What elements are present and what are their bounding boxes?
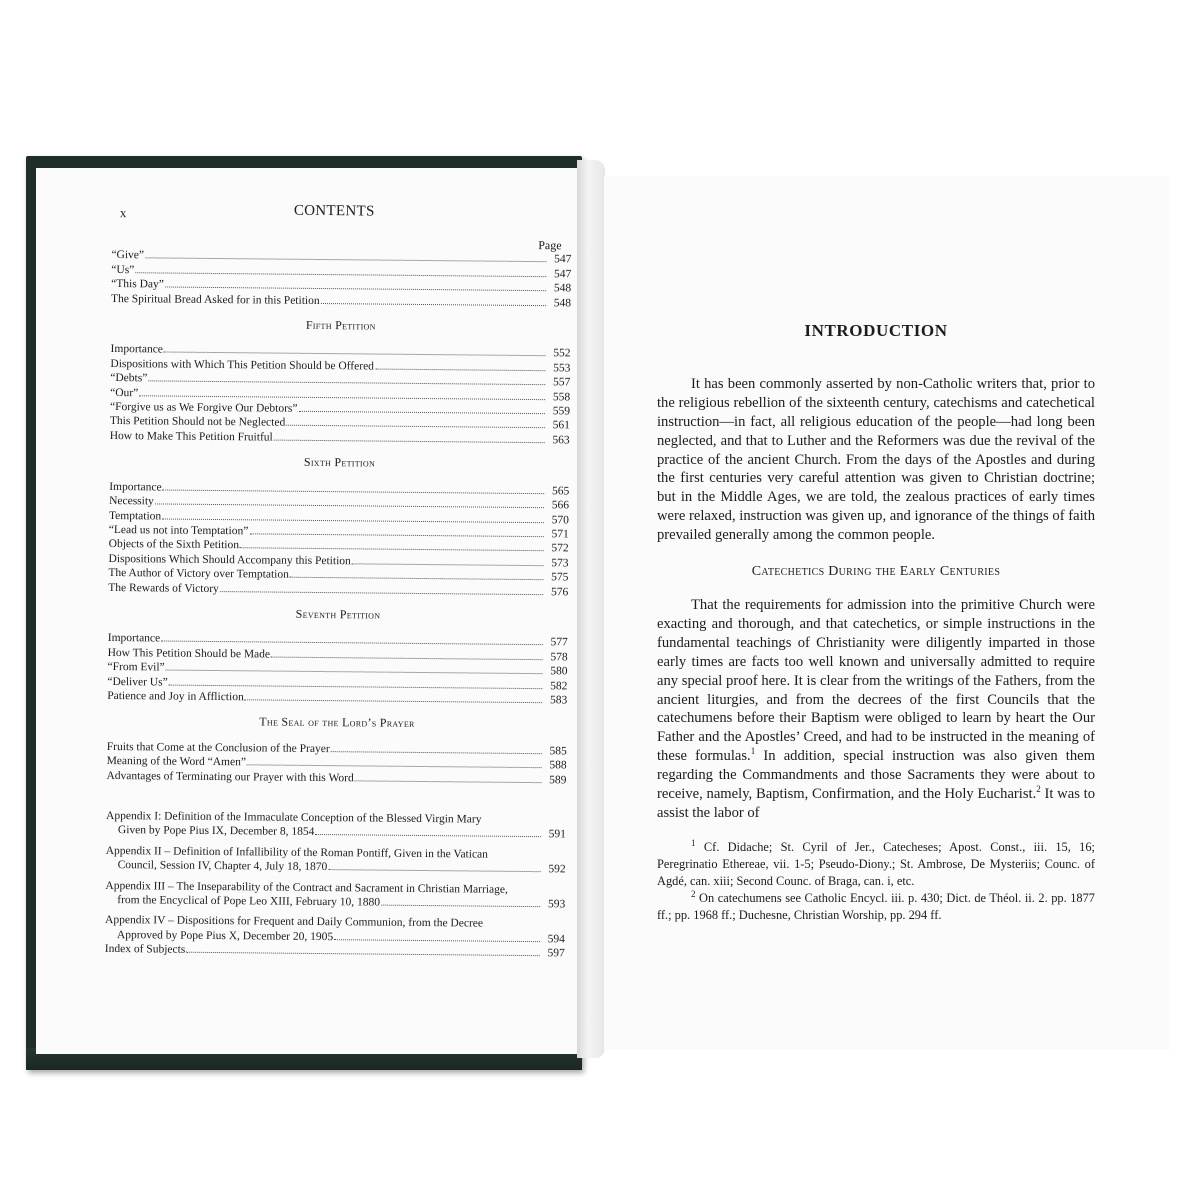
appendix-subtitle: Approved by Pope Pius X, December 20, 1905 [116,928,334,944]
dot-leader [240,539,544,552]
appendix-subtitle-row [105,893,565,912]
toc-entry-page: 594 [547,933,565,946]
dot-leader [161,632,543,646]
toc-entry-title: Objects of the Sixth Petition [108,538,240,552]
toc-entry-page: 547 [554,253,572,266]
toc-entry-title: Patience and Joy in Affliction [107,689,244,704]
appendix-subtitle-row [106,858,566,877]
toc-entry-title: Importance [107,632,161,645]
toc-entry-page: 588 [549,759,567,772]
toc-entry-title: How This Petition Should be Made [107,646,271,661]
appendix-title: Appendix II – Definition of Infallibility of the Roman Pontiff, Given in the Vatican [105,844,488,861]
toc-appendix-entry [105,879,565,912]
contents-title: CONTENTS [293,202,375,220]
toc-entry-title: Dispositions with Which This Petition Should be Offered [110,357,375,373]
toc-entry-page: 566 [551,499,570,512]
toc-entry-page: 552 [553,347,571,360]
footnote-ref-2: 2 [1036,784,1041,795]
toc-entry-page: 582 [550,679,568,692]
toc-group-fourth-petition-tail [111,248,572,310]
toc-group-sixth-petition [108,480,569,600]
footnote-1-text: Cf. Didache; St. Cyril of Jer., Catecheses; Apost. Const., iii. 15, 16; Peregrinatio Ethereae, vii. 1-5; Pseudo-Diony.; St. Ambrose, De Mysteriis; Counc. of Agdé, can. xiii; Second Counc. of Braga, can. i, etc. [657,839,1095,888]
toc-entry-page: 589 [549,773,567,786]
section-heading-fifth-petition: Fifth Petition [305,317,376,333]
toc-entry-title: “Deliver Us” [107,675,168,689]
section-heading-sixth-petition: Sixth Petition [303,455,376,470]
toc-appendix-entry [106,844,566,877]
toc-appendices [105,809,566,947]
toc-entry-page: 548 [553,282,572,295]
dot-leader [163,480,545,494]
toc-entry-title: “Debts” [110,372,148,385]
toc-entry-page: 597 [547,947,565,960]
toc-group-seventh-petition [107,631,568,707]
appendix-title: Appendix III – The Inseparability of the Contract and Sacrament in Christian Marriage, [105,879,508,896]
dot-leader [381,896,540,908]
toc-entry-page: 559 [552,405,571,418]
dot-leader [299,402,546,414]
toc-entry-title: Dispositions Which Should Accompany this Petition [108,552,351,568]
paragraph-2-part-c: It was to assist the labor of [657,786,1095,821]
page-folio: x [119,205,127,221]
toc-entry-page: 575 [551,571,569,584]
dot-leader [249,524,544,537]
toc-entry-page: 593 [547,898,566,911]
toc-entry-title: Index of Subjects [104,943,186,956]
toc-entry-page: 573 [551,556,569,570]
dot-leader [164,343,546,357]
toc-group-fifth-petition [110,342,571,447]
spacer [106,783,566,807]
toc-entry-page: 561 [552,419,570,432]
toc-entry-page: 570 [551,513,570,526]
toc-appendix-entry [105,913,565,946]
toc-entry-title: “From Evil” [107,661,165,674]
footnote-2 [657,890,1095,924]
introduction-text [657,322,1095,924]
dot-leader [247,756,542,769]
toc-entry-title: Temptation [108,509,162,522]
contents-header [112,200,572,238]
appendix-subtitle: Council, Session IV, Chapter 4, July 18, 1870 [117,859,328,874]
dot-leader [321,294,547,306]
footnote-1 [657,839,1095,890]
table-of-contents [105,200,572,961]
appendix-subtitle: Given by Pope Pius IX, December 8, 1854 [117,824,315,839]
toc-entry-title: “Our” [110,386,139,399]
toc-entry-title: The Author of Victory over Temptation [108,567,289,581]
toc-entry-title: This Petition Should not be Neglected [109,415,286,430]
toc-entry-page: 571 [551,528,569,541]
appendix-subtitle: from the Encyclical of Pope Leo XIII, February 10, 1880 [117,894,381,909]
toc-entry-page: 592 [548,863,566,876]
toc-entry-title: How to Make This Petition Fruitful [109,429,273,444]
dot-leader [220,582,544,595]
toc-entry-title: Fruits that Come at the Conclusion of the Prayer [106,740,330,755]
toc-appendix-entry [106,809,566,842]
appendix-subtitle-row [106,823,566,842]
paragraph-2 [657,596,1095,823]
dot-leader [290,568,544,580]
dot-leader [355,771,542,783]
toc-entry-title: Importance [109,480,162,494]
toc-entry-page: 577 [550,636,568,649]
toc-entry-page: 563 [552,434,570,447]
dot-leader [375,359,546,371]
appendix-title: Appendix I: Definition of the Immaculate Conception of the Blessed Virgin Mary [106,809,482,826]
toc-entry-page: 553 [553,362,571,375]
dot-leader [331,742,542,754]
toc-entry-page: 591 [548,828,566,841]
toc-entry-page: 558 [552,390,571,404]
footnote-2-text: On catechumens see Catholic Encycl. iii. p. 430; Dict. de Théol. ii. 2. pp. 1877 ff.; pp. 1968 ff.; Duchesne, Christian Worship, pp. 294 ff. [657,890,1095,922]
toc-entry [111,292,571,311]
toc-entry-page: 583 [549,694,568,707]
toc-entry-page: 548 [553,296,572,310]
toc-entry-title: The Rewards of Victory [108,581,219,595]
footnote-ref-1: 1 [750,746,756,757]
dot-leader [315,825,541,837]
footnote-1-mark: 1 [691,837,696,848]
toc-entry-page: 565 [551,484,570,498]
toc-entry-title: Necessity [109,495,154,508]
toc-entry-page: 576 [550,585,569,598]
toc-entry-page: 578 [550,650,568,664]
dot-leader [186,943,540,956]
toc-entry-title: The Spiritual Bread Asked for in this Petition [110,292,320,307]
toc-entry-title: Importance [110,343,163,356]
page-edge [577,160,605,1058]
toc-entry-title: “Us” [111,263,135,277]
toc-entry-page: 557 [552,376,571,389]
appendix-title: Appendix IV – Dispositions for Frequent and Daily Communion, from the Decree [105,914,484,931]
page-column-label: Page [538,238,562,253]
footnote-2-mark: 2 [691,888,696,899]
dot-leader [271,647,543,660]
toc-entry-title: Advantages of Terminating our Prayer with this Word [106,769,354,784]
toc-group-seal [106,740,566,788]
paragraph-1: It has been commonly asserted by non-Catholic writers that, prior to the religious rebellion of the sixteenth century, catechisms and catechetical instruction—in fact, all religious education of the people—had long been neglected, and that to Luther and the Reformers was due the revival of the practice of the ancient Church. From the days of the Apostles and during the first centuries very careful attention was given to Christian doctrine; but in the Middle Ages, we are told, the zealous practices of early times were relaxed, instruction was given up, and ignorance of the things of faith prevailed generally among the common people. [657,375,1095,544]
toc-entry-title: “Forgive us as We Forgive Our Debtors” [109,401,298,415]
section-heading-seal: The Seal of the Lord’s Prayer [259,714,415,731]
dot-leader [286,416,545,428]
toc-entry [107,689,567,708]
toc-entry-title: “This Day” [111,278,164,291]
dot-leader [245,690,543,703]
toc-entry-page: 547 [554,268,572,281]
dot-leader [334,930,540,942]
paragraph-2-part-b: In addition, special instruction was also given them regarding the Commandments and those Sacraments they were about to receive, namely, Baptism, Confirmation, and the Holy Eucharist. [657,748,1095,803]
toc-entry-page: 572 [551,542,569,555]
toc-entry-title: “Give” [111,249,145,262]
toc-entry-page: 580 [550,665,568,678]
toc-entry-page: 585 [549,745,567,758]
dot-leader [274,430,545,443]
dot-leader [328,860,540,872]
toc-entry [108,581,568,600]
section-heading-seventh-petition: Seventh Petition [295,606,381,622]
toc-entry-title: “Lead us not into Temptation” [108,523,249,538]
subheading: Catechetics During the Early Centuries [751,564,1001,580]
dot-leader [352,554,544,566]
paragraph-2-part-a: That the requirements for admission into the primitive Church were exacting and thorough, and that catechetics, or simple instructions in the fundamental teachings of Christianity were diligently imparted in those early times are facts too well known and universally admitted to require any special proof here. It is clear from the writings of the Fathers, from the ancient liturgies, and from the decrees of the first Councils that the catechumens before their Baptism were obliged to learn by heart the Our Father and the Apostles’ Creed, and had to be instructed in the meaning of these formulas. [657,596,1095,765]
chapter-title: INTRODUCTION [804,321,948,340]
toc-entry-title: Meaning of the Word “Amen” [106,755,247,769]
toc-entry [110,429,570,448]
